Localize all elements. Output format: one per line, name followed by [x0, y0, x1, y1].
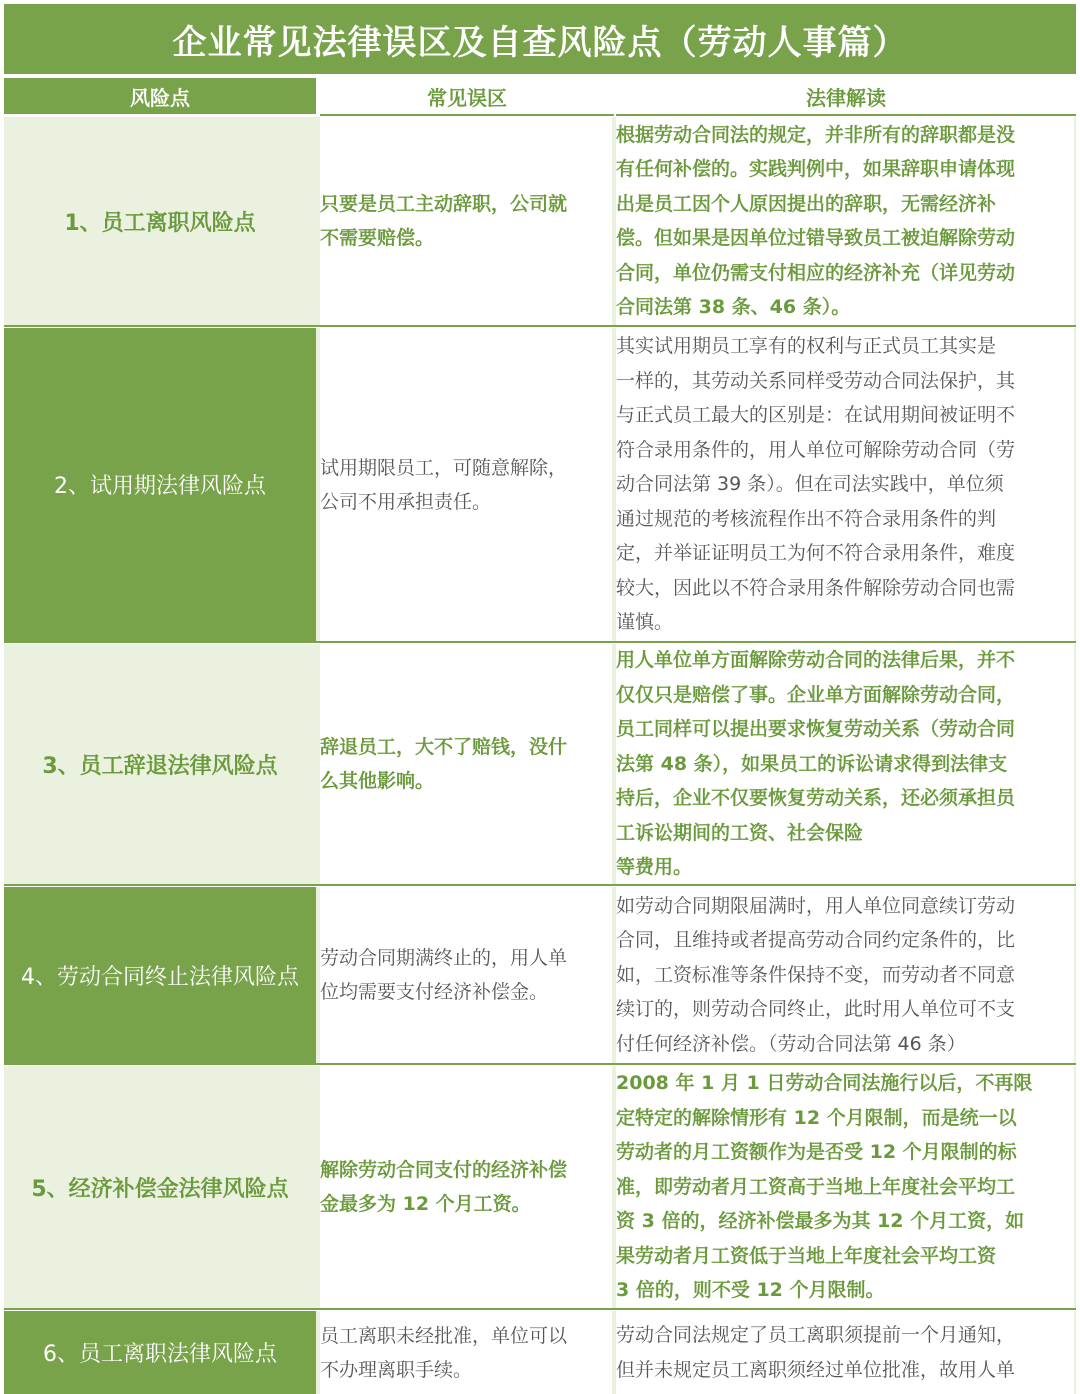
text-line: 符合录用条件的，用人单位可解除劳动合同（劳: [616, 438, 1016, 461]
column-header-law: 法律解读: [616, 78, 1076, 116]
text-line: 位均需要支付经济补偿金。: [320, 981, 549, 1003]
myth-cell: [320, 1066, 612, 1308]
text-line: 如劳动合同期限届满时，用人单位同意续订劳动: [616, 894, 1016, 917]
table-row: [4, 887, 1076, 1063]
text-line: 通过规范的考核流程作出不符合录用条件的判: [616, 507, 997, 530]
text-line: 不办理离职手续。: [320, 1358, 473, 1381]
text-line: 付任何经济补偿。（劳动合同法第 46 条）: [616, 1032, 966, 1055]
row-divider: [4, 325, 1076, 327]
risk-cell: 6、员工离职法律风险点: [4, 1311, 316, 1394]
text-line: 定，并举证证明员工为何不符合录用条件，难度: [616, 542, 1016, 565]
law-cell: [616, 328, 1074, 641]
text-line: 其实试用期员工享有的权利与正式员工其实是: [616, 335, 997, 358]
text-line: 有任何补偿的。实践判例中，如果辞职申请体现: [616, 158, 1016, 180]
text-line: 劳动者的月工资额作为是否受 12 个月限制的标: [616, 1141, 1017, 1164]
column-header-myth: 常见误区: [320, 78, 614, 116]
text-line: 2008 年 1 月 1 日劳动合同法施行以后，不再限: [616, 1072, 1033, 1095]
text-line: 根据劳动合同法的规定，并非所有的辞职都是没: [616, 123, 1016, 146]
text-line: 等费用。: [616, 856, 693, 879]
row-divider: [4, 884, 1076, 886]
text-line: 公司不用承担责任。: [320, 490, 492, 513]
text-line: 较大，因此以不符合录用条件解除劳动合同也需: [616, 576, 1016, 599]
text-line: 金最多为 12 个月工资。: [320, 1193, 531, 1215]
myth-cell: [320, 328, 612, 641]
text-line: 工诉讼期间的工资、社会保险: [616, 821, 864, 844]
table-row: [4, 1311, 1076, 1394]
text-line: 续订的，则劳动合同终止，此时用人单位可不支: [616, 998, 1016, 1021]
text-line: 用人单位单方面解除劳动合同的法律后果，并不: [616, 649, 1016, 672]
text-line: 法第 48 条），如果员工的诉讼请求得到法律支: [616, 752, 1008, 775]
row-divider: [4, 1063, 1076, 1065]
myth-cell: [320, 887, 612, 1063]
text-line: 只要是员工主动辞职，公司就: [320, 193, 568, 215]
text-line: 仅仅只是赔偿了事。企业单方面解除劳动合同，: [616, 683, 1016, 706]
table-row: [4, 644, 1076, 884]
myth-cell: [320, 644, 612, 884]
page-title: 企业常见法律误区及自查风险点（劳动人事篇）: [4, 4, 1076, 74]
text-line: 准，即劳动者月工资高于当地上年度社会平均工: [616, 1175, 1016, 1198]
risk-cell: 4、劳动合同终止法律风险点: [4, 887, 316, 1063]
text-line: 合同，单位仍需支付相应的经济补充（详见劳动: [616, 261, 1016, 284]
risk-cell: 5、经济补偿金法律风险点: [4, 1066, 316, 1308]
law-cell: [616, 1066, 1074, 1308]
law-cell: [616, 887, 1074, 1063]
text-line: 劳动合同期满终止的，用人单: [320, 947, 568, 969]
law-cell: [616, 1311, 1074, 1394]
myth-cell: [320, 1311, 612, 1394]
risk-cell: 1、员工离职风险点: [4, 117, 316, 325]
table-row: [4, 117, 1076, 325]
text-line: 定特定的解除情形有 12 个月限制，而是统一以: [616, 1106, 1017, 1129]
law-cell: [616, 644, 1074, 884]
text-line: 员工离职未经批准，单位可以: [320, 1324, 568, 1347]
risk-cell: 3、员工辞退法律风险点: [4, 644, 316, 884]
text-line: 辞退员工，大不了赔钱，没什: [320, 736, 568, 758]
text-line: 如，工资标准等条件保持不变，而劳动者不同意: [616, 963, 1016, 986]
risk-cell: 2、试用期法律风险点: [4, 328, 316, 641]
text-line: 动合同法第 39 条）。但在司法实践中，单位须: [616, 473, 1004, 496]
text-line: 出是员工因个人原因提出的辞职，无需经济补: [616, 192, 997, 215]
text-line: 谨慎。: [616, 611, 674, 634]
column-header-risk: 风险点: [4, 78, 316, 114]
law-cell: [616, 117, 1074, 325]
text-line: 持后，企业不仅要恢复劳动关系，还必须承担员: [616, 787, 1016, 810]
text-line: 不需要赔偿。: [320, 227, 435, 249]
text-line: 合同法第 38 条、46 条）。: [616, 296, 851, 318]
row-divider: [4, 1308, 1076, 1310]
table-row: [4, 1066, 1076, 1308]
text-line: 资 3 倍的，经济补偿最多为其 12 个月工资，如: [616, 1210, 1025, 1233]
myth-cell: [320, 117, 612, 325]
text-line: 劳动合同法规定了员工离职须提前一个月通知，: [616, 1324, 1016, 1346]
text-line: 偿。但如果是因单位过错导致员工被迫解除劳动: [616, 227, 1016, 249]
text-line: 么其他影响。: [320, 770, 435, 792]
text-line: 合同，且维持或者提高劳动合同约定条件的，比: [616, 929, 1016, 952]
text-line: 一样的，其劳动关系同样受劳动合同法保护，其: [616, 369, 1016, 392]
table-row: [4, 328, 1076, 641]
text-line: 员工同样可以提出要求恢复劳动关系（劳动合同: [616, 718, 1016, 741]
text-line: 但并未规定员工离职须经过单位批准，故用人单: [616, 1358, 1016, 1381]
text-line: 与正式员工最大的区别是：在试用期间被证明不: [616, 404, 1016, 427]
text-line: 3 倍的，则不受 12 个月限制。: [616, 1279, 885, 1302]
text-line: 试用期限员工，可随意解除，: [320, 456, 568, 479]
text-line: 果劳动者月工资低于当地上年度社会平均工资: [616, 1244, 997, 1267]
text-line: 解除劳动合同支付的经济补偿: [320, 1159, 568, 1181]
